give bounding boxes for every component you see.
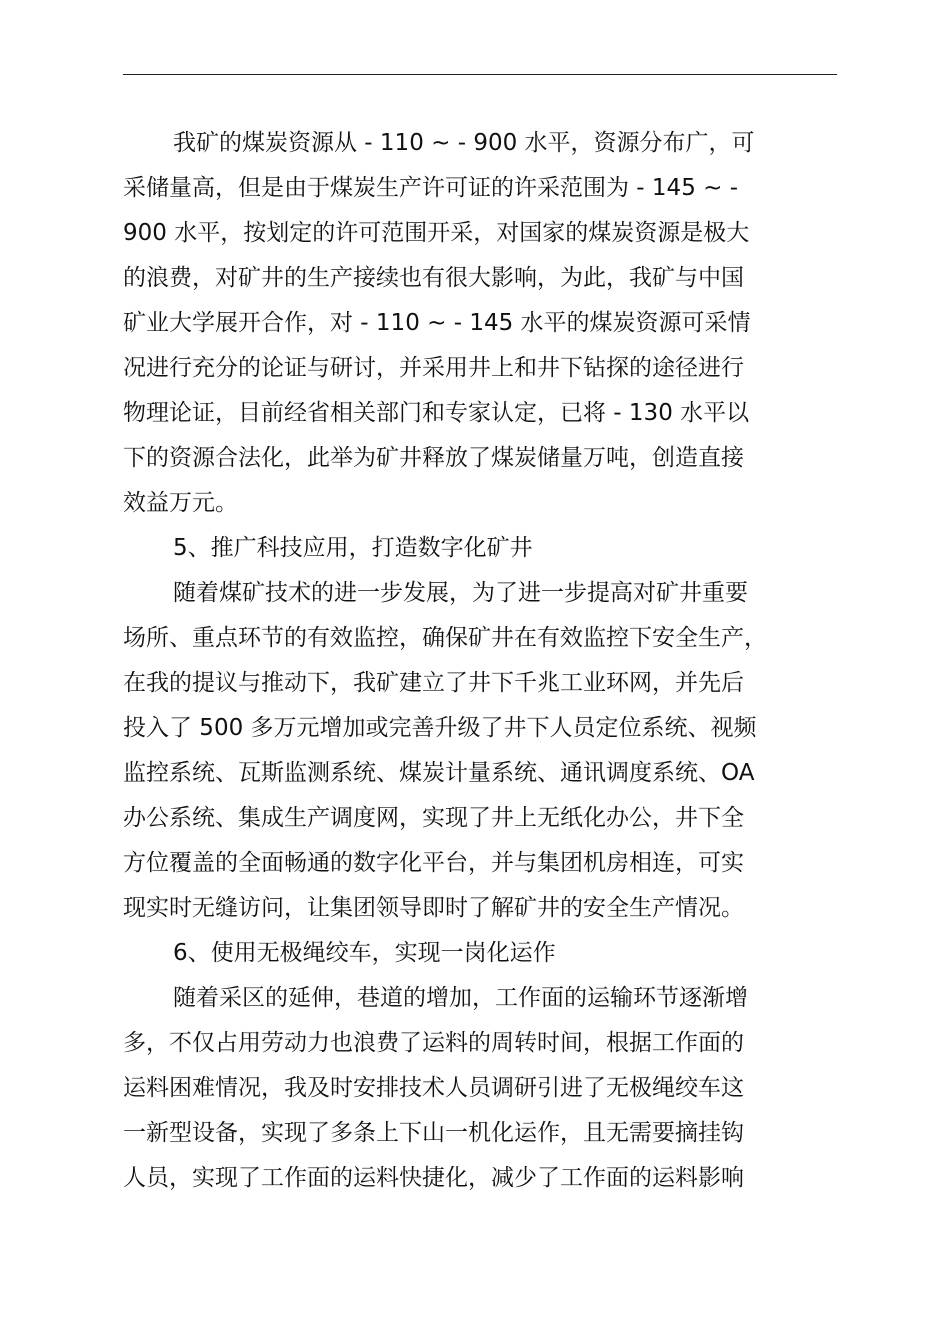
paragraph-winch bbox=[123, 976, 837, 1201]
text-line: 一新型设备，实现了多条上下山一机化运作，且无需要摘挂钩 bbox=[123, 1120, 744, 1146]
paragraph-resources bbox=[123, 121, 837, 526]
text-line: 采储量高，但是由于煤炭生产许可证的许采范围为 - 145 ~ - bbox=[123, 175, 739, 201]
text-line: 现实时无缝访问，让集团领导即时了解矿井的安全生产情况。 bbox=[123, 895, 744, 921]
text-line: 多，不仅占用劳动力也浪费了运料的周转时间，根据工作面的 bbox=[123, 1030, 744, 1056]
text-line: 物理论证，目前经省相关部门和专家认定，已将 - 130 水平以 bbox=[123, 400, 750, 426]
paragraph-digital-mine bbox=[123, 571, 837, 931]
section-heading-6: 6、使用无极绳绞车，实现一岗化运作 bbox=[173, 940, 556, 966]
text-line: 监控系统、瓦斯监测系统、煤炭计量系统、通讯调度系统、OA bbox=[123, 760, 755, 786]
text-line: 人员，实现了工作面的运料快捷化，减少了工作面的运料影响 bbox=[123, 1165, 744, 1191]
text-line: 效益万元。 bbox=[123, 490, 238, 516]
text-line: 运料困难情况，我及时安排技术人员调研引进了无极绳绞车这 bbox=[123, 1075, 744, 1101]
text-line: 在我的提议与推动下，我矿建立了井下千兆工业环网，并先后 bbox=[123, 670, 744, 696]
section-heading-5: 5、推广科技应用，打造数字化矿井 bbox=[173, 535, 533, 561]
text-line: 方位覆盖的全面畅通的数字化平台，并与集团机房相连，可实 bbox=[123, 850, 744, 876]
text-line: 900 水平，按划定的许可范围开采，对国家的煤炭资源是极大 bbox=[123, 220, 750, 246]
text-line: 场所、重点环节的有效监控，确保矿井在有效监控下安全生产， bbox=[123, 625, 767, 651]
text-line: 况进行充分的论证与研讨，并采用井上和井下钻探的途径进行 bbox=[123, 355, 744, 381]
text-line: 我矿的煤炭资源从 - 110 ~ - 900 水平，资源分布广，可 bbox=[173, 130, 755, 156]
header-rule bbox=[123, 74, 837, 75]
text-line: 随着采区的延伸，巷道的增加，工作面的运输环节逐渐增 bbox=[173, 985, 748, 1011]
text-line: 随着煤矿技术的进一步发展，为了进一步提高对矿井重要 bbox=[173, 580, 748, 606]
text-line: 办公系统、集成生产调度网，实现了井上无纸化办公，井下全 bbox=[123, 805, 744, 831]
text-line: 投入了 500 多万元增加或完善升级了井下人员定位系统、视频 bbox=[123, 715, 757, 741]
text-line: 矿业大学展开合作，对 - 110 ~ - 145 水平的煤炭资源可采情 bbox=[123, 310, 751, 336]
text-line: 下的资源合法化，此举为矿井释放了煤炭储量万吨，创造直接 bbox=[123, 445, 744, 471]
body-text bbox=[123, 121, 837, 1201]
text-line: 的浪费，对矿井的生产接续也有很大影响，为此，我矿与中国 bbox=[123, 265, 744, 291]
